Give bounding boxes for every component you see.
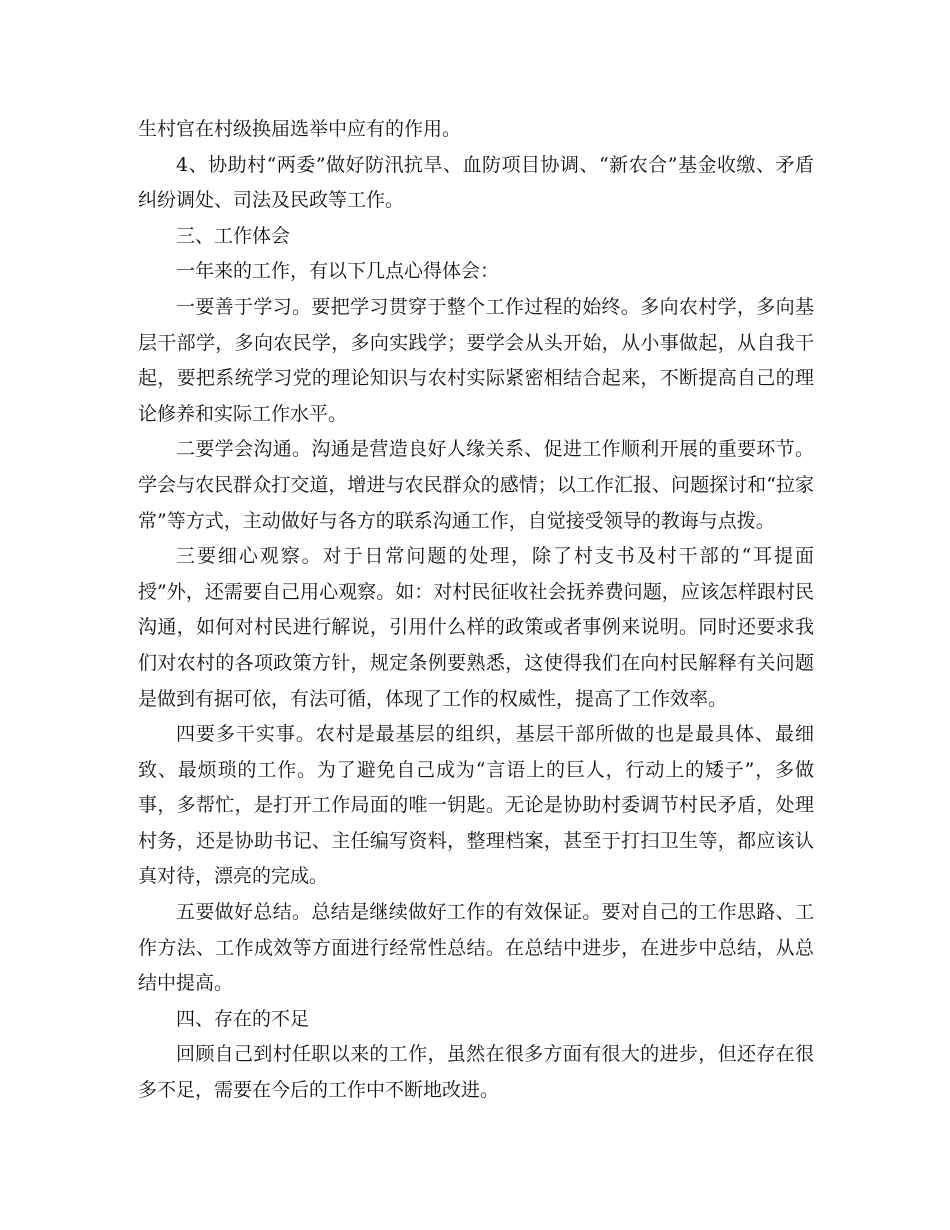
paragraph-communication: 二要学会沟通。沟通是营造良好人缘关系、促进工作顺利开展的重要环节。学会与农民群众打交道，增进与农民群众的感情；以工作汇报、问题探讨和“拉家常”等方式，主动做好与各方的联系沟通工作，自觉接受领导的教诲与点拨。 bbox=[138, 438, 814, 532]
paragraph-summary: 五要做好总结。总结是继续做好工作的有效保证。要对自己的工作思路、工作方法、工作成效等方面进行经常性总结。在总结中进步，在进步中总结，从总结中提高。 bbox=[138, 901, 814, 995]
paragraph-learning: 一要善于学习。要把学习贯穿于整个工作过程的始终。多向农村学，多向基层干部学，多向农民学，多向实践学；要学会从头开始，从小事做起，从自我干起，要把系统学习党的理论知识与农村实际紧密相结合起来，不断提高自己的理论修养和实际工作水平。 bbox=[138, 295, 814, 425]
paragraph-practical-work: 四要多干实事。农村是最基层的组织，基层干部所做的也是最具体、最细致、最烦琐的工作。为了避免自己成为“言语上的巨人，行动上的矮子”，多做事，多帮忙，是打开工作局面的唯一钥匙。无论是协助村委调节村民矛盾，处理村务，还是协助书记、主任编写资料，整理档案，甚至于打扫卫生等，都应该认真对待，漂亮的完成。 bbox=[138, 723, 814, 888]
paragraph-continuation: 生村官在村级换届选举中应有的作用。 bbox=[138, 118, 462, 140]
paragraph-item-4: 4、协助村“两委”做好防汛抗旱、血防项目协调、“新农合”基金收缴、矛盾纠纷调处、司法及民政等工作。 bbox=[138, 153, 814, 212]
paragraph-observation: 三要细心观察。对于日常问题的处理，除了村支书及村干部的“耳提面授”外，还需要自己用心观察。如：对村民征收社会抚养费问题，应该怎样跟村民沟通，如何对村民进行解说，引用什么样的政策或者事例来说明。同时还要求我们对农村的各项政策方针，规定条例要熟悉，这使得我们在向村民解释有关问题是做到有据可依，有法可循，体现了工作的权威性，提高了工作效率。 bbox=[138, 545, 814, 710]
paragraph-review: 回顾自己到村任职以来的工作，虽然在很多方面有很大的进步，但还存在很多不足，需要在今后的工作中不断地改进。 bbox=[138, 1043, 814, 1102]
section-heading-work-experience: 三、工作体会 bbox=[176, 224, 291, 247]
document-body bbox=[138, 112, 814, 1109]
section-heading-shortcomings: 四、存在的不足 bbox=[176, 1007, 310, 1030]
paragraph-intro: 一年来的工作，有以下几点心得体会： bbox=[176, 260, 500, 283]
